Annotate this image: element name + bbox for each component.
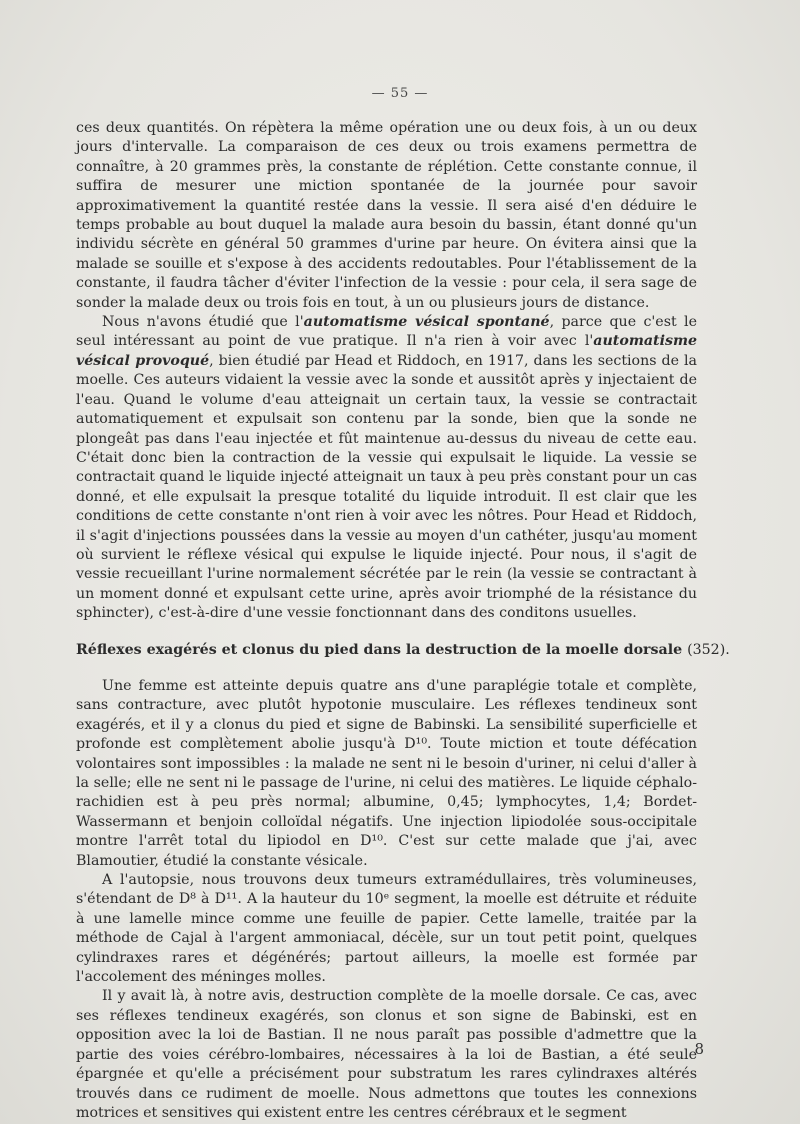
paragraph-3: Une femme est atteinte depuis quatre ans d'une paraplégie totale et complète, sans contracture, avec plutôt hypotonie musculaire. Les réflexes tendineux sont exagérés, et il y a clonus du pied et signe de Babinski. La sensibilité superficielle et profonde est complètement abolie jusqu'à D¹⁰. Toute miction et toute défécation volontaires sont impossibles : la malade ne sent ni le besoin d'uriner, ni celui d'aller à la selle; elle ne sent ni le passage de l'urine, ni celui des matières. Le liquide céphalo-rachidien est à peu près normal; albumine, 0,45; lymphocytes, 1,4; Bordet-Wassermann et benjoin colloïdal négatifs. Une injection lipiodolée sous-occipitale montre l'arrêt total du lipiodol en D¹⁰. C'est sur cette malade que j'ai, avec Blamoutier, étudié la constante vésicale. — [76, 677, 697, 869]
page-number: — 55 — — [371, 86, 429, 101]
body-text — [76, 119, 730, 1123]
paragraph-2-emphasis-1: automatisme vésical spontané — [303, 314, 550, 331]
sheet-signature-mark: 8 — [694, 1040, 704, 1058]
paragraph-1: ces deux quantités. On répètera la même opération une ou deux fois, à un ou deux jours d'intervalle. La comparaison de ces deux ou trois examens permettra de connaître, à 20 grammes près, la constante de réplétion. Cette constante connue, il suffira de mesurer une miction spontanée de la journée pour savoir approximativement la quantité restée dans la vessie. Il sera aisé d'en déduire le temps probable au bout duquel la malade aura besoin du bassin, étant donné qu'un individu sécrète en général 50 grammes d'urine par heure. On évitera ainsi que la malade se souille et s'expose à des accidents redoutables. Pour l'établissement de la constante, il faudra tâcher d'éviter l'infection de la vessie : pour cela, il sera sage de sonder la malade deux ou trois fois en tout, à un ou plusieurs jours de distance. — [76, 120, 697, 311]
section-heading-reference: (352). — [687, 641, 730, 658]
paragraph-2-emphasis-2: automatisme vésical provoqué — [76, 333, 697, 369]
paragraph-5: Il y avait là, à notre avis, destruction complète de la moelle dorsale. Ce cas, avec ses réflexes tendineux exagérés, son clonus et son signe de Babinski, est en opposition avec la loi de Bastian. Il ne nous paraît pas possible d'admettre que la partie des voies cérébro-lombaires, nécessaires à la loi de Bastian, a été seule épargnée et qu'elle a précisément pour substratum les rares cylindraxes altérés trouvés dans ce rudiment de moelle. Nous admettons que toutes les connexions motrices et sensitives qui existent entre les centres cérébraux et le segment — [76, 988, 697, 1121]
paragraph-4: A l'autopsie, nous trouvons deux tumeurs extramédullaires, très volumineuses, s'étendant de D⁸ à D¹¹. A la hauteur du 10ᵉ segment, la moelle est détruite et réduite à une lamelle mince comme une feuille de papier. Cette lamelle, traitée par la méthode de Cajal à l'argent ammoniacal, décèle, sur un tout petit point, quelques cylindraxes rares et dégénérés; partout ailleurs, la moelle est formée par l'accolement des méninges molles. — [76, 872, 697, 986]
paragraph-2 — [76, 313, 697, 624]
paragraph-2-text-1: Nous n'avons étudié que l' — [102, 314, 304, 331]
paragraph-2-text-2: , parce que c'est le seul intéressant au point de vue pratique. Il n'a rien à voir avec l' — [76, 314, 697, 350]
section-heading-title: Réflexes exagérés et clonus du pied dans la destruction de la moelle dorsale — [76, 641, 683, 658]
section-heading — [76, 641, 730, 660]
paragraph-2-text-3: , bien étudié par Head et Riddoch, en 1917, dans les sections de la moelle. Ces auteurs vidaient la vessie avec la sonde et aussitôt après y injectaient de l'eau. Quand le volume d'eau atteignait un certain taux, la vessie se contractait automatiquement et expulsait son contenu par la sonde, bien que la sonde ne plongeât pas dans l'eau injectée et fût maintenue au-dessus du niveau de cette eau. C'était donc bien la contraction de la vessie qui expulsait le liquide. La vessie se contractait quand le liquide injecté atteignait un taux à peu près constant pour un cas donné, et elle expulsait la presque totalité du liquide introduit. Il est clair que les conditions de cette constante n'ont rien à voir avec les nôtres. Pour Head et Riddoch, il s'agit d'injections poussées dans la vessie au moyen d'un cathéter, jusqu'au moment où survient le réflexe vésical qui expulse le liquide injecté. Pour nous, il s'agit de vessie recueillant l'urine normalement sécrétée par le rein (la vessie se contractant à un moment donné et expulsant cette urine, après avoir triomphé de la résistance du sphincter), c'est-à-dire d'une vessie fonctionnant dans des conditons usuelles. — [76, 352, 698, 622]
